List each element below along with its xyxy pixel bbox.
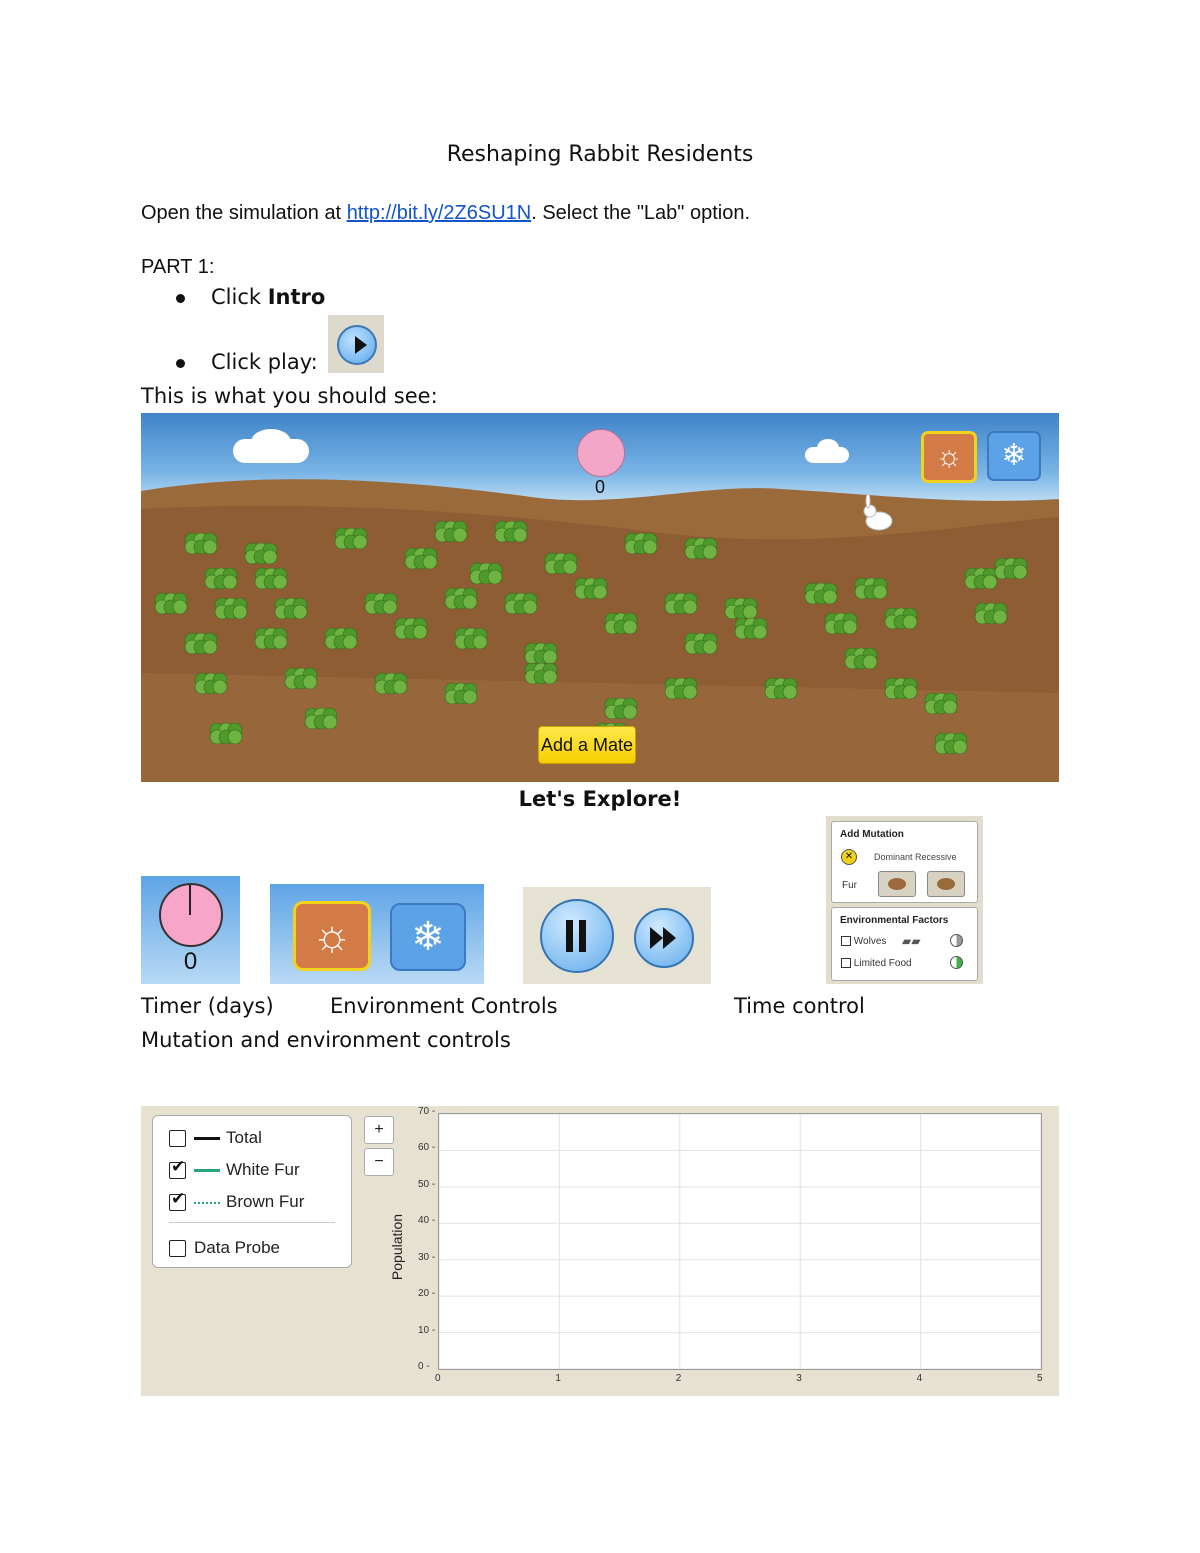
food-status-icon bbox=[950, 956, 963, 969]
bush-icon bbox=[885, 678, 917, 699]
bush-icon bbox=[685, 633, 717, 654]
dominance-options: Dominant Recessive bbox=[874, 852, 957, 862]
intro-line bbox=[141, 202, 750, 225]
timer-panel bbox=[141, 876, 240, 984]
fur-recessive-button[interactable] bbox=[927, 871, 965, 897]
fur-dominant-button[interactable] bbox=[878, 871, 916, 897]
bush-icon bbox=[525, 643, 557, 664]
timer-hand bbox=[189, 885, 191, 915]
snowflake-icon: ❄ bbox=[1001, 439, 1027, 472]
bush-icon bbox=[665, 593, 697, 614]
timer-dial bbox=[159, 883, 223, 947]
environmental-factors-box bbox=[831, 907, 978, 981]
caption-environment-controls: Environment Controls bbox=[330, 994, 558, 1018]
bush-icon bbox=[445, 683, 477, 704]
bush-icon bbox=[995, 558, 1027, 579]
white-fur-line-swatch bbox=[194, 1169, 220, 1172]
bullet2-text: Click play: bbox=[211, 350, 318, 374]
total-line-swatch bbox=[194, 1137, 220, 1140]
y-tick-label: 40 - bbox=[418, 1215, 436, 1227]
limited-food-checkbox[interactable] bbox=[841, 958, 851, 968]
add-mutation-box bbox=[831, 821, 978, 903]
pause-button[interactable] bbox=[540, 899, 614, 973]
wolves-label: Wolves bbox=[853, 936, 887, 947]
bush-icon bbox=[255, 568, 287, 589]
bush-icon bbox=[845, 648, 877, 669]
x-tick-label: 2 bbox=[675, 1373, 682, 1384]
bush-icon bbox=[185, 633, 217, 654]
population-plot bbox=[438, 1113, 1042, 1370]
fast-forward-icon bbox=[650, 927, 663, 949]
wolves-option[interactable] bbox=[841, 936, 886, 947]
sunny-environment-button[interactable] bbox=[293, 901, 371, 971]
y-tick-label: 20 - bbox=[418, 1288, 436, 1300]
bush-icon bbox=[925, 693, 957, 714]
legend-total[interactable] bbox=[169, 1128, 262, 1148]
brown-fur-checkbox[interactable] bbox=[169, 1194, 186, 1211]
bush-icon bbox=[245, 543, 277, 564]
y-tick-label: 70 - bbox=[418, 1106, 436, 1117]
time-control-panel bbox=[523, 887, 711, 984]
environment-controls-panel bbox=[270, 884, 484, 984]
bush-icon bbox=[445, 588, 477, 609]
bullet-click-play bbox=[176, 350, 318, 374]
bush-icon bbox=[275, 598, 307, 619]
white-fur-checkbox[interactable] bbox=[169, 1162, 186, 1179]
x-tick-label: 4 bbox=[916, 1373, 923, 1384]
zoom-out-button[interactable]: − bbox=[364, 1148, 394, 1176]
limited-food-label: Limited Food bbox=[853, 958, 912, 969]
timer-value: 0 bbox=[183, 948, 198, 975]
bullet-click-intro bbox=[176, 285, 325, 309]
bush-icon bbox=[455, 628, 487, 649]
add-a-mate-button[interactable]: Add a Mate bbox=[538, 726, 636, 764]
legend-total-label: Total bbox=[226, 1128, 262, 1147]
see-line: This is what you should see: bbox=[141, 384, 438, 408]
bush-icon bbox=[605, 698, 637, 719]
bush-icon bbox=[975, 603, 1007, 624]
wolf-icon: ▰▰ bbox=[902, 934, 921, 948]
legend-data-probe[interactable] bbox=[169, 1238, 280, 1258]
wolves-status-icon bbox=[950, 934, 963, 947]
pause-icon bbox=[579, 920, 586, 952]
legend-brown-fur[interactable] bbox=[169, 1192, 304, 1212]
y-axis-label: Population bbox=[389, 1213, 405, 1281]
part-heading: PART 1: bbox=[141, 256, 215, 278]
x-tick-label: 0 bbox=[435, 1373, 441, 1384]
intro-prefix: Open the simulation at bbox=[141, 202, 347, 224]
arctic-environment-button[interactable] bbox=[987, 431, 1041, 481]
legend-divider bbox=[169, 1222, 335, 1223]
snowflake-icon: ❄ bbox=[411, 915, 445, 959]
bush-icon bbox=[965, 568, 997, 589]
pause-icon bbox=[566, 920, 573, 952]
simulation-link[interactable]: http://bit.ly/2Z6SU1N bbox=[346, 202, 532, 224]
wolves-checkbox[interactable] bbox=[841, 936, 851, 946]
y-tick-label: 50 - bbox=[418, 1178, 436, 1190]
mutation-icon: ✕ bbox=[841, 849, 857, 865]
bush-icon bbox=[185, 533, 217, 554]
environmental-factors-title: Environmental Factors bbox=[840, 915, 949, 926]
cloud-icon bbox=[251, 429, 291, 455]
caption-timer: Timer (days) bbox=[141, 994, 274, 1018]
sunny-environment-button[interactable] bbox=[921, 431, 977, 483]
x-tick-label: 1 bbox=[555, 1373, 561, 1384]
bush-icon bbox=[365, 593, 397, 614]
bush-icon bbox=[885, 608, 917, 629]
intro-suffix: . Select the "Lab" option. bbox=[531, 202, 751, 224]
legend-probe-label: Data Probe bbox=[194, 1238, 280, 1257]
x-tick-label: 3 bbox=[796, 1373, 802, 1384]
bush-icon bbox=[605, 613, 637, 634]
bush-icon bbox=[765, 678, 797, 699]
total-checkbox[interactable] bbox=[169, 1130, 186, 1147]
sun-icon: ☼ bbox=[311, 911, 353, 960]
graph-legend bbox=[152, 1115, 352, 1268]
bush-icon bbox=[935, 733, 967, 754]
legend-white-label: White Fur bbox=[226, 1160, 300, 1179]
bush-icon bbox=[395, 618, 427, 639]
bush-icon bbox=[825, 613, 857, 634]
bush-icon bbox=[155, 593, 187, 614]
brown-rabbit-icon bbox=[888, 878, 906, 890]
bush-icon bbox=[255, 628, 287, 649]
y-tick-label: 60 - bbox=[418, 1142, 436, 1154]
play-button-image bbox=[328, 315, 384, 373]
bush-icon bbox=[285, 668, 317, 689]
bush-icon bbox=[215, 598, 247, 619]
bush-icon bbox=[575, 578, 607, 599]
y-tick-label: 0 - bbox=[418, 1361, 430, 1372]
play-icon bbox=[355, 336, 367, 354]
bush-icon bbox=[210, 723, 242, 744]
bush-icon bbox=[405, 548, 437, 569]
simulation-scene bbox=[141, 413, 1059, 782]
bush-icon bbox=[505, 593, 537, 614]
bush-icon bbox=[375, 673, 407, 694]
fur-label: Fur bbox=[842, 880, 857, 891]
brown-rabbit-icon bbox=[937, 878, 955, 890]
bush-icon bbox=[305, 708, 337, 729]
y-tick-label: 10 - bbox=[418, 1324, 436, 1336]
legend-brown-label: Brown Fur bbox=[226, 1192, 305, 1211]
bush-icon bbox=[205, 568, 237, 589]
bullet1-bold: Intro bbox=[267, 285, 326, 309]
bush-icon bbox=[495, 521, 527, 542]
legend-white-fur[interactable] bbox=[169, 1160, 300, 1180]
bullet-dot bbox=[176, 359, 185, 368]
fast-forward-icon bbox=[663, 927, 676, 949]
bush-icon bbox=[435, 521, 467, 542]
bush-icon bbox=[855, 578, 887, 599]
plot-grid bbox=[439, 1114, 1041, 1369]
cloud-icon bbox=[817, 439, 839, 457]
zoom-in-button[interactable]: + bbox=[364, 1116, 394, 1144]
bush-icon bbox=[470, 563, 502, 584]
caption-mutation-controls: Mutation and environment controls bbox=[141, 1028, 511, 1052]
bush-icon bbox=[525, 663, 557, 684]
mutation-environment-panel bbox=[826, 816, 983, 984]
bush-icon bbox=[725, 598, 757, 619]
bush-icon bbox=[335, 528, 367, 549]
caption-time-control: Time control bbox=[734, 994, 865, 1018]
lets-explore-heading: Let's Explore! bbox=[518, 787, 682, 811]
timer-value: 0 bbox=[594, 477, 605, 497]
bush-icon bbox=[735, 618, 767, 639]
brown-fur-line-swatch bbox=[194, 1202, 220, 1204]
bush-icon bbox=[325, 628, 357, 649]
bush-icon bbox=[545, 553, 577, 574]
bush-icon bbox=[805, 583, 837, 604]
bullet-dot bbox=[176, 294, 185, 303]
y-tick-label: 30 - bbox=[418, 1251, 436, 1263]
document-title: Reshaping Rabbit Residents bbox=[446, 142, 754, 167]
bush-icon bbox=[685, 538, 717, 559]
data-probe-checkbox[interactable] bbox=[169, 1240, 186, 1257]
timer-dial bbox=[577, 429, 625, 477]
fast-forward-button[interactable] bbox=[634, 908, 694, 968]
arctic-environment-button[interactable] bbox=[390, 903, 466, 971]
bullet1-prefix: Click bbox=[211, 285, 268, 309]
bush-icon bbox=[195, 673, 227, 694]
bush-icon bbox=[625, 533, 657, 554]
x-tick-label: 5 bbox=[1037, 1373, 1043, 1384]
population-graph-panel bbox=[141, 1106, 1059, 1396]
bush-icon bbox=[665, 678, 697, 699]
limited-food-option[interactable] bbox=[841, 958, 912, 969]
sun-icon: ☼ bbox=[935, 440, 963, 473]
add-mutation-title: Add Mutation bbox=[840, 829, 904, 840]
